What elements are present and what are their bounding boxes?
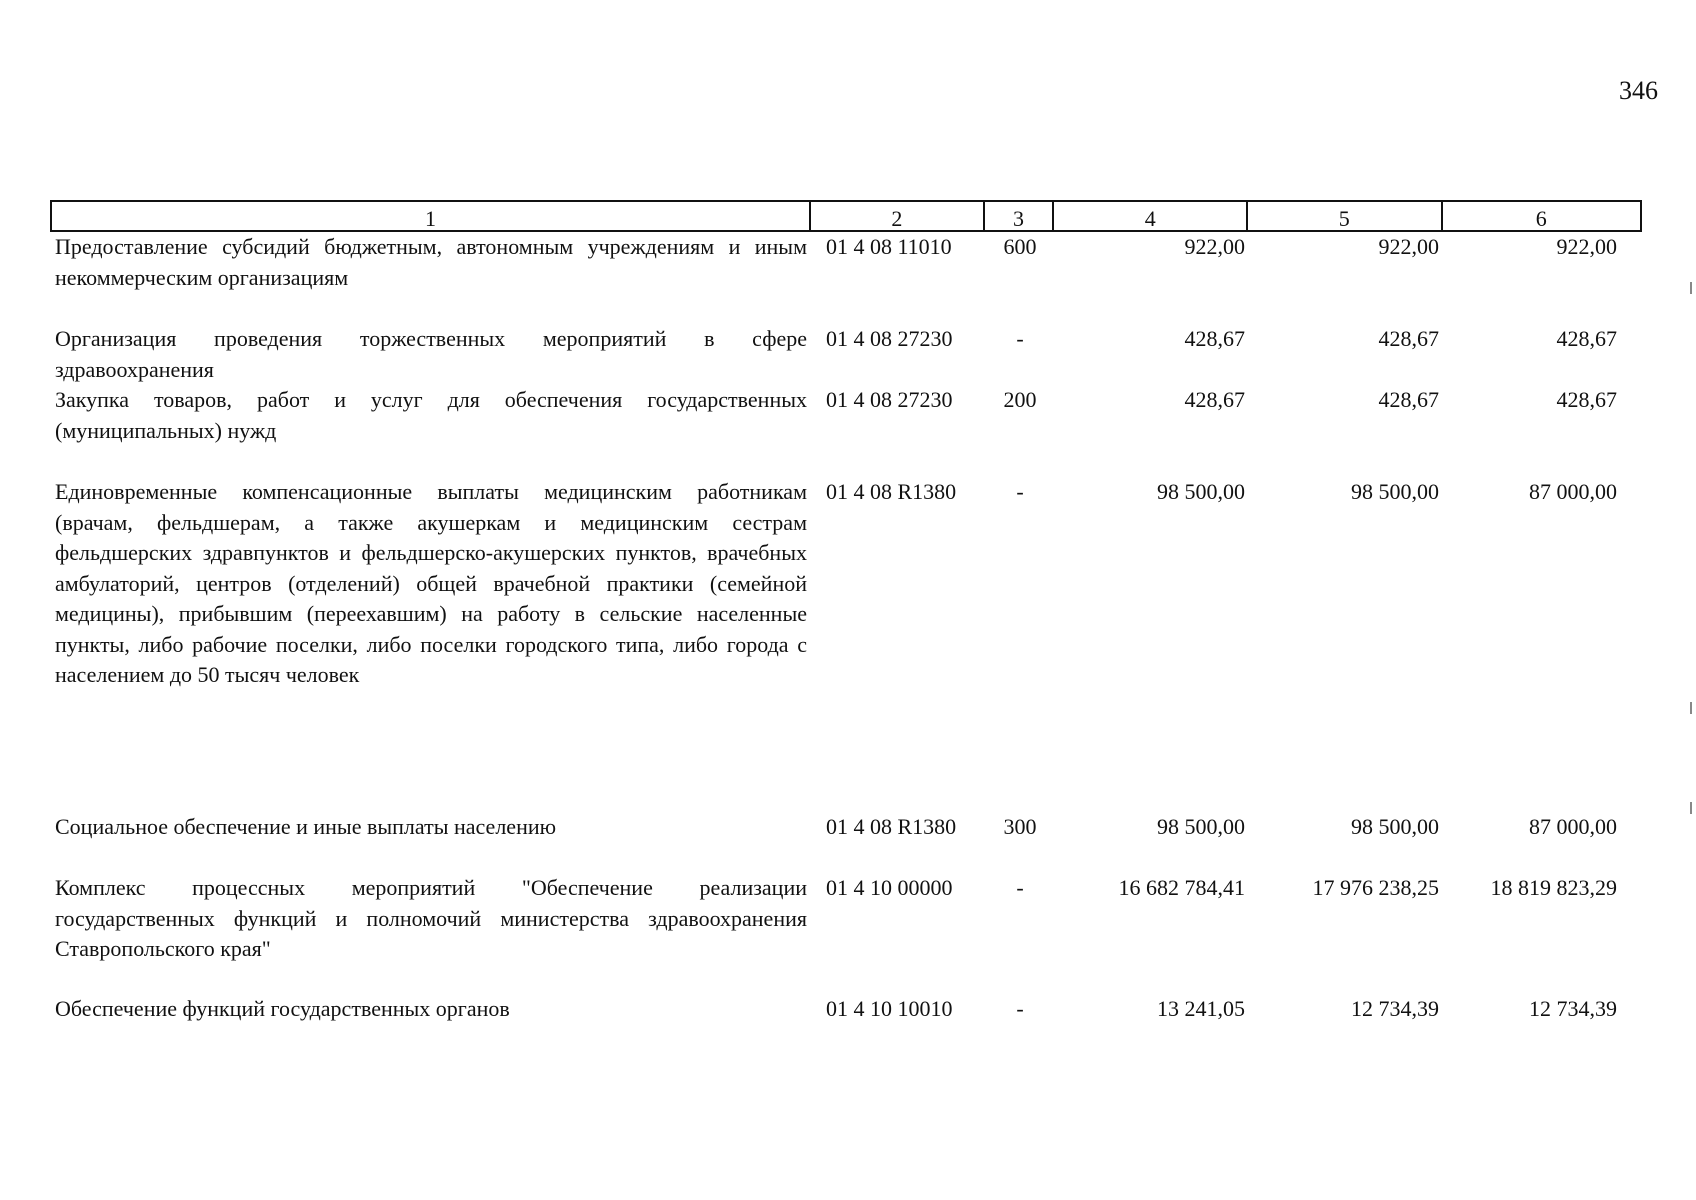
row-code: 01 4 08 R1380 — [826, 479, 957, 504]
row-expense-type: 600 — [1003, 234, 1037, 259]
row-expense-type: - — [1016, 996, 1024, 1021]
row-description: Единовременные компенсационные выплаты медицинским работникам (врачам, фельдшерам, а также акушеркам и медицинским сестрам фельдшерских здравпунктов и фельдшерско-акушерских пунктов, врачебных амбулаторий, центров (отделений) общей врачебной практики (семейной медицины), прибывшим (переехавшим) на работу в сельские населенные пункты, либо рабочие поселки, либо поселки городского типа, либо города с населением до 50 тысяч человек — [55, 479, 807, 687]
column-header-4: 4 — [1054, 202, 1248, 230]
row-value-col6: 428,67 — [1556, 326, 1617, 351]
row-expense-type: - — [1016, 875, 1024, 900]
row-value-col5: 98 500,00 — [1351, 479, 1439, 504]
row-value-col5: 922,00 — [1378, 234, 1439, 259]
row-code: 01 4 08 27230 — [826, 387, 953, 412]
row-value-col6: 922,00 — [1556, 234, 1617, 259]
row-description: Закупка товаров, работ и услуг для обеспечения государственных (муниципальных) нужд — [55, 387, 807, 443]
row-code: 01 4 10 10010 — [826, 996, 953, 1021]
column-header-3: 3 — [985, 202, 1055, 230]
row-value-col5: 12 734,39 — [1351, 996, 1439, 1021]
row-value-col6: 87 000,00 — [1529, 479, 1617, 504]
row-expense-type: - — [1016, 326, 1024, 351]
row-value-col6: 12 734,39 — [1529, 996, 1617, 1021]
row-description: Обеспечение функций государственных органов — [55, 996, 510, 1021]
scan-edge-mark — [1690, 802, 1692, 814]
row-value-col4: 13 241,05 — [1157, 996, 1245, 1021]
row-code: 01 4 08 11010 — [826, 234, 952, 259]
row-code: 01 4 10 00000 — [826, 875, 953, 900]
row-value-col4: 98 500,00 — [1157, 814, 1245, 839]
row-value-col5: 98 500,00 — [1351, 814, 1439, 839]
row-value-col4: 428,67 — [1184, 326, 1245, 351]
scan-edge-mark — [1690, 282, 1692, 294]
table-header — [50, 200, 1642, 232]
row-expense-type: - — [1016, 479, 1024, 504]
row-expense-type: 300 — [1003, 814, 1037, 839]
row-value-col4: 98 500,00 — [1157, 479, 1245, 504]
scan-edge-mark — [1690, 702, 1692, 714]
column-header-2: 2 — [811, 202, 985, 230]
row-expense-type: 200 — [1003, 387, 1037, 412]
column-header-6: 6 — [1535, 206, 1547, 231]
row-value-col5: 428,67 — [1378, 387, 1439, 412]
row-value-col5: 17 976 238,25 — [1312, 875, 1439, 900]
row-code: 01 4 08 27230 — [826, 326, 953, 351]
row-value-col6: 87 000,00 — [1529, 814, 1617, 839]
row-value-col6: 18 819 823,29 — [1490, 875, 1617, 900]
column-header-1: 1 — [52, 202, 811, 230]
column-header-5: 5 — [1248, 202, 1443, 230]
row-description: Предоставление субсидий бюджетным, автономным учреждениям и иным некоммерческим организациям — [55, 234, 807, 290]
row-value-col6: 428,67 — [1556, 387, 1617, 412]
row-value-col4: 428,67 — [1184, 387, 1245, 412]
row-value-col4: 16 682 784,41 — [1118, 875, 1245, 900]
row-description: Социальное обеспечение и иные выплаты населению — [55, 814, 557, 839]
row-description: Комплекс процессных мероприятий "Обеспечение реализации государственных функций и полномочий министерства здравоохранения Ставропольского края" — [55, 875, 807, 961]
row-description: Организация проведения торжественных мероприятий в сфере здравоохранения — [55, 326, 807, 382]
row-value-col4: 922,00 — [1184, 234, 1245, 259]
page-number: 346 — [1619, 76, 1658, 105]
row-code: 01 4 08 R1380 — [826, 814, 957, 839]
row-value-col5: 428,67 — [1378, 326, 1439, 351]
